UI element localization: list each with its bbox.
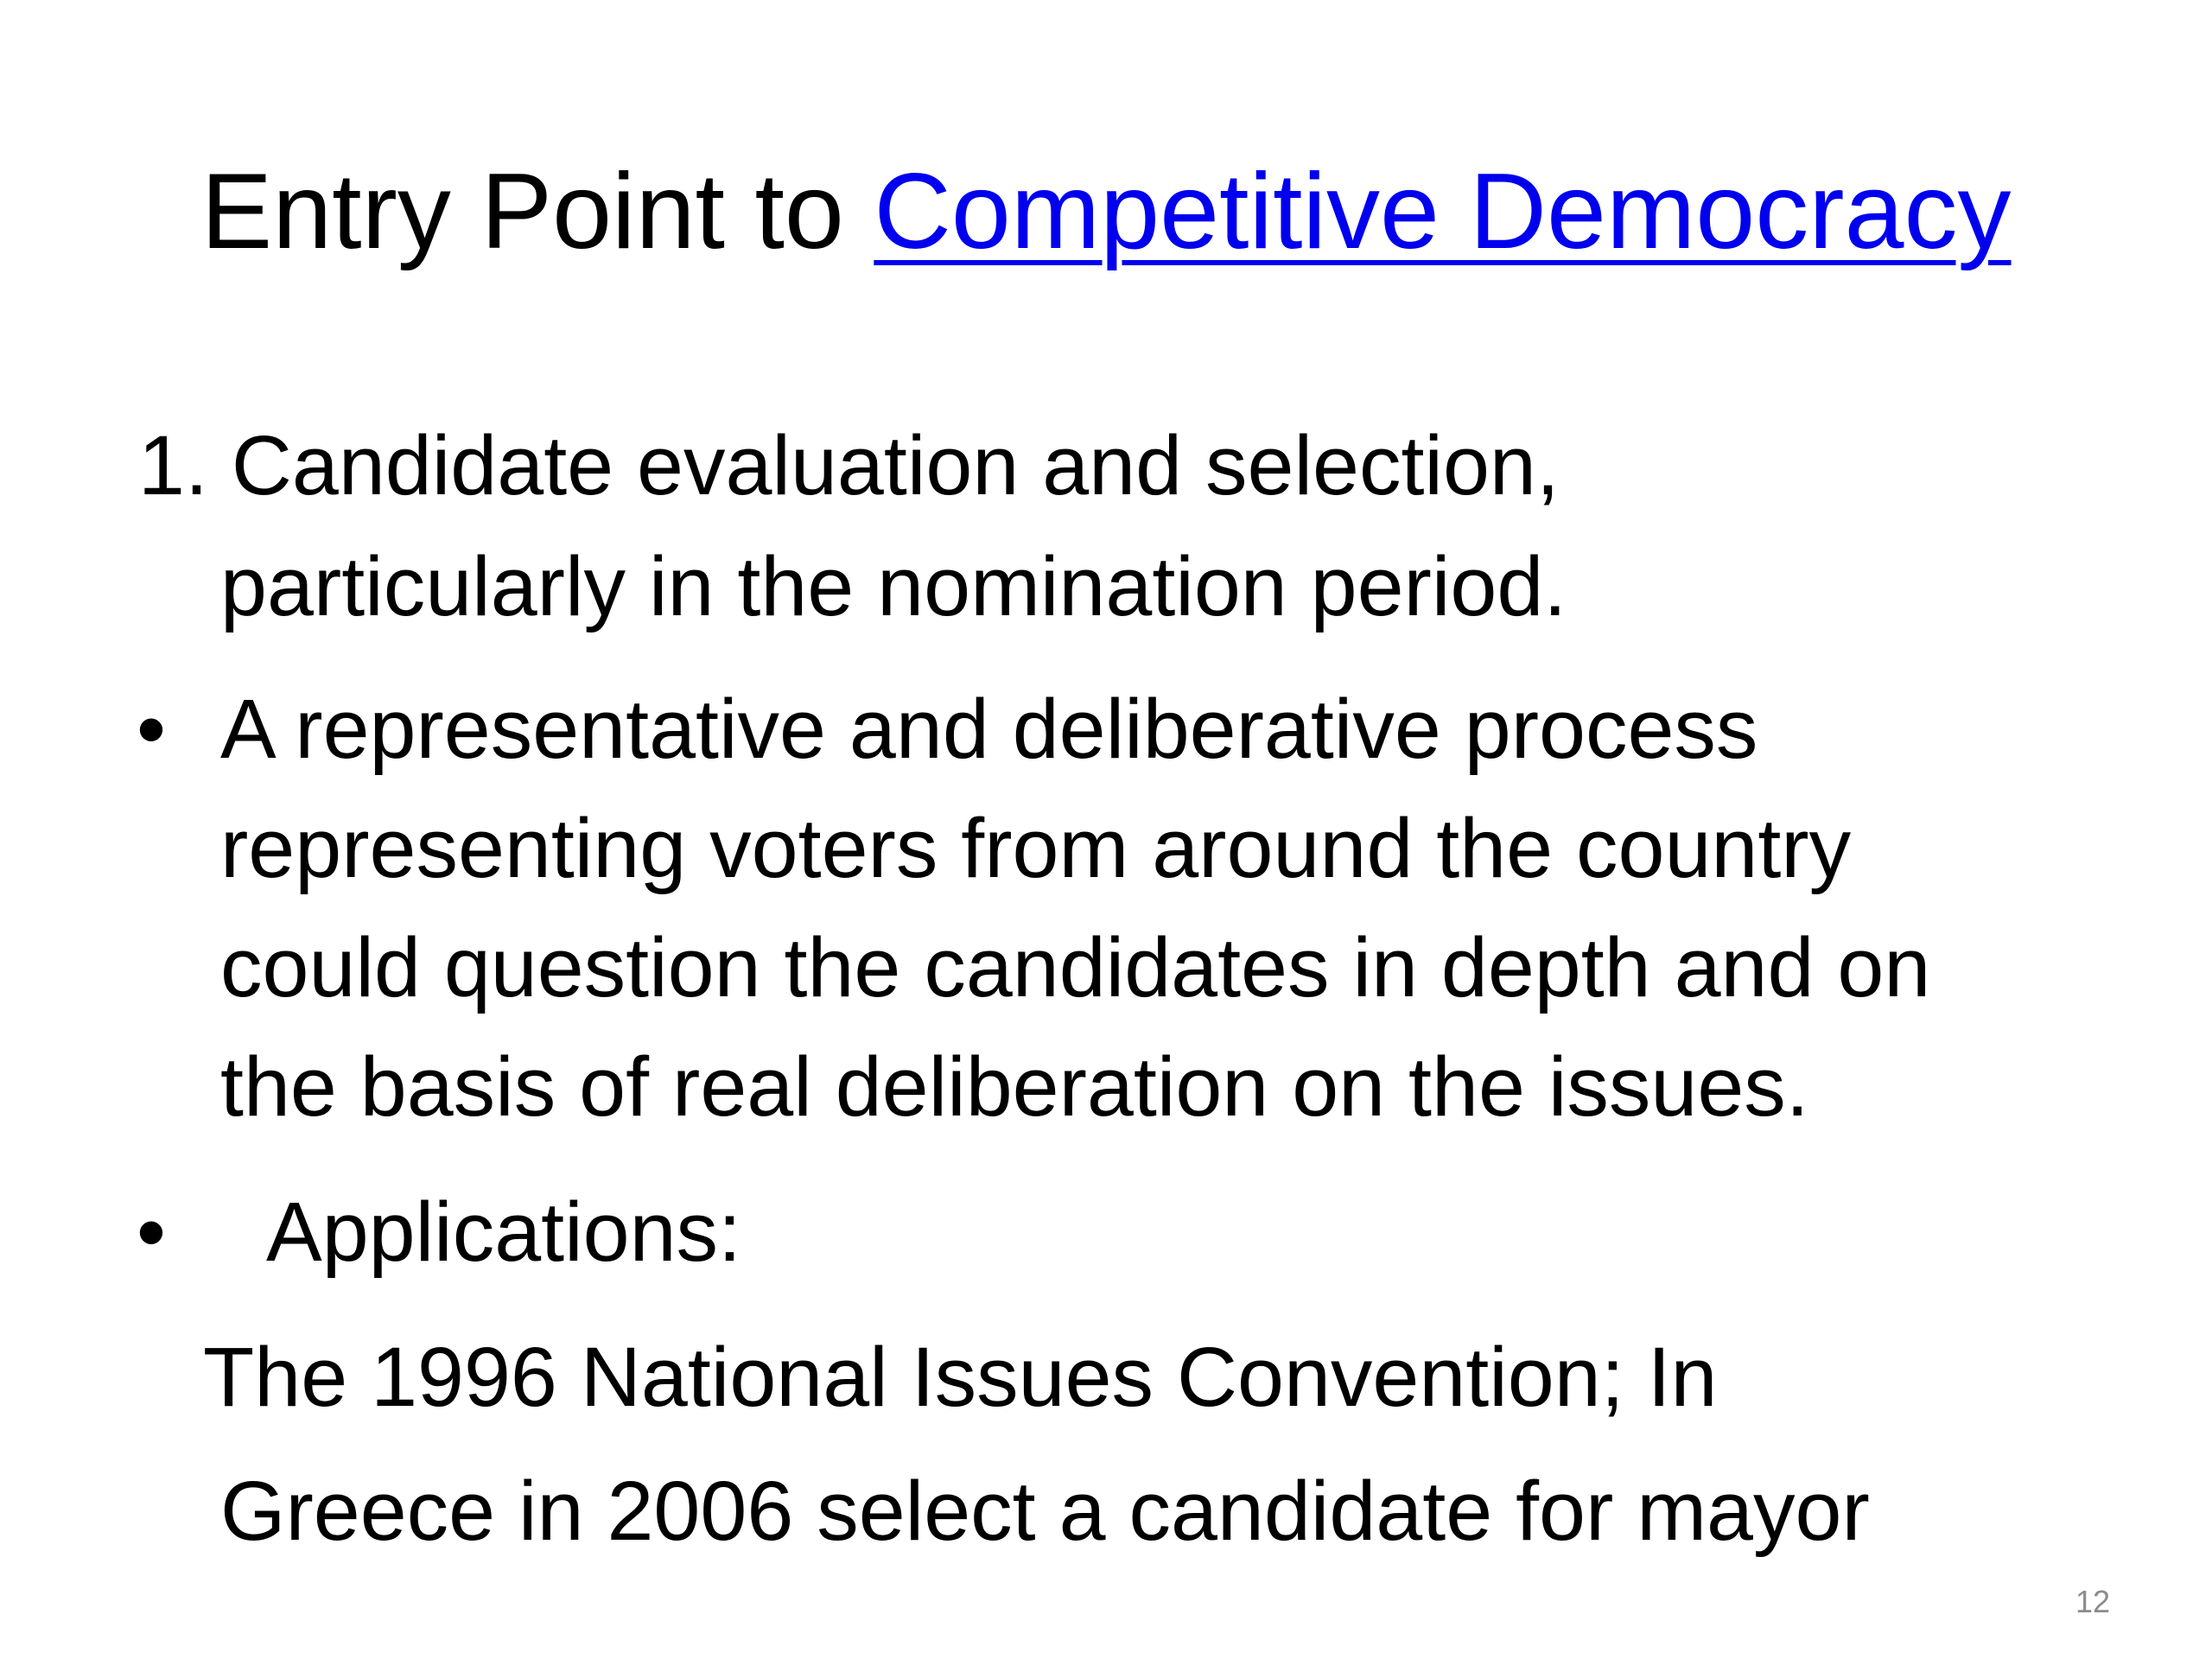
bullet1-line3: could question the candidates in depth and on: [220, 920, 1931, 1014]
title-prefix: Entry Point to: [200, 152, 874, 271]
bullet1-line1: A representative and deliberative process: [220, 682, 1758, 776]
bullet2-marker: •: [137, 1185, 166, 1279]
item1-number-line: [138, 406, 1560, 525]
applications-line2: Greece in 2006 select a candidate for mayor: [220, 1464, 1870, 1558]
bullet1-marker: •: [137, 682, 166, 776]
applications-line1: The 1996 National Issues Convention; In: [203, 1330, 1718, 1424]
item1-number: 1.: [138, 418, 208, 512]
item1-line1: Candidate evaluation and selection,: [231, 418, 1560, 512]
bullet1-line4: the basis of real deliberation on the issues.: [220, 1039, 1809, 1134]
bullet1-line2: representing voters from around the country: [220, 801, 1852, 895]
bullet2-label: Applications:: [266, 1185, 741, 1279]
slide-number: 12: [2075, 1584, 2110, 1619]
item1-line2: particularly in the nomination period.: [220, 539, 1567, 633]
slide-title: [0, 147, 2212, 276]
competitive-democracy-link[interactable]: Competitive Democracy: [874, 152, 2012, 271]
